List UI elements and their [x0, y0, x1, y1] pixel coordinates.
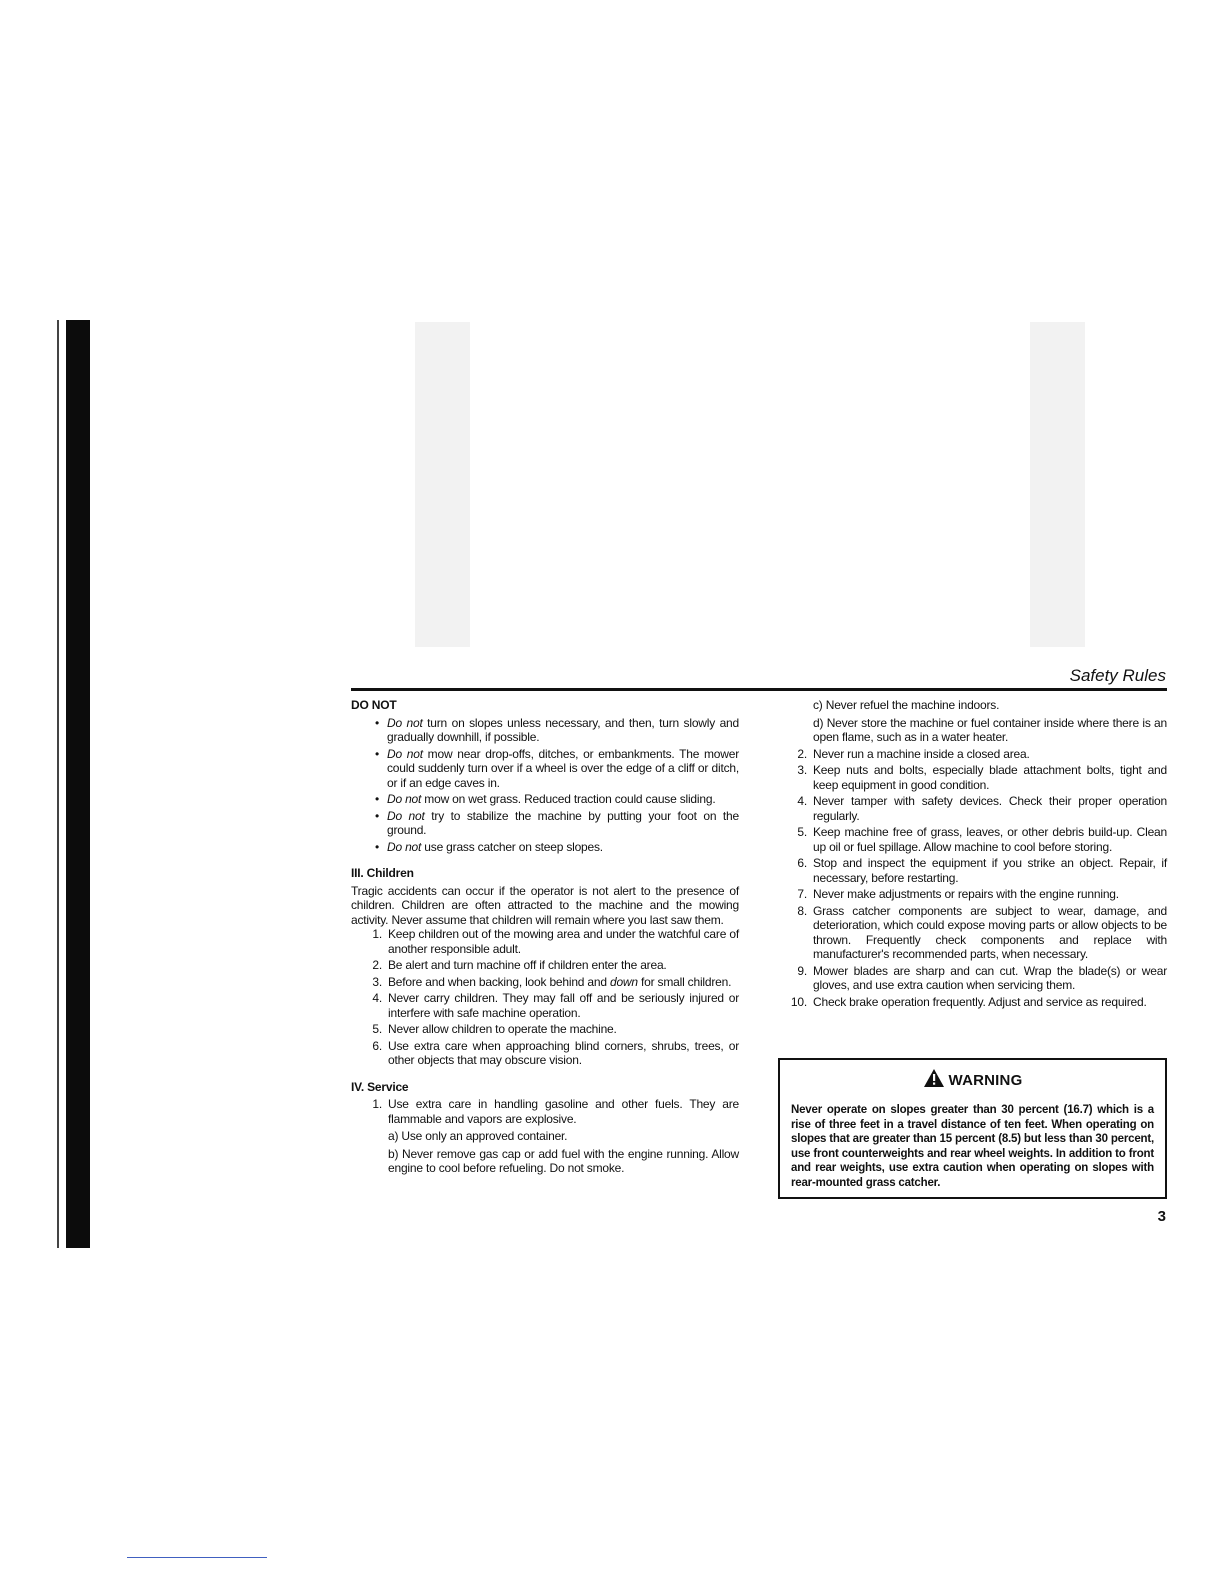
item-text	[388, 975, 739, 990]
do-not-item	[375, 747, 739, 791]
do-not-lead: Do not	[387, 839, 422, 854]
item-text: Never carry children. They may fall off and be seriously injured or interfere with safe machine operation.	[388, 991, 739, 1020]
item-text: Grass catcher components are subject to wear, damage, and deterioration, which could expose moving parts or allow objects to be thrown. Frequently check components and replace with manufacturer's recommended parts, when necessary.	[813, 903, 1167, 961]
service-sub-c: c) Never refuel the machine indoors.	[813, 698, 1000, 712]
item-text: Keep children out of the mowing area and under the watchful care of another responsible adult.	[388, 927, 739, 956]
warning-box	[778, 1058, 1167, 1199]
item-number: 9.	[797, 963, 807, 978]
warning-text: Never operate on slopes greater than 30 percent (16.7) which is a rise of three feet in a travel distance of ten feet. When operating on slopes that are greater than 15 percent (8.5) but less than 30 percent, use front counterweights and rear wheel weights. In addition to front and rear weights, use extra caution when operating on slopes with rear-mounted grass catcher.	[791, 1104, 1154, 1189]
list-item	[351, 1039, 739, 1068]
item-text: Keep machine free of grass, leaves, or other debris build-up. Clean up oil or fuel spillage. Allow machine to cool before storing.	[813, 825, 1167, 854]
warning-header	[791, 1068, 1154, 1093]
item-text-emphasis: down	[609, 974, 638, 989]
list-item	[351, 1022, 739, 1037]
do-not-item	[375, 840, 739, 855]
item-text: Mower blades are sharp and can cut. Wrap the blade(s) or wear gloves, and use extra caution when servicing them.	[813, 963, 1167, 992]
warning-title: WARNING	[948, 1072, 1023, 1089]
list-item	[351, 958, 739, 973]
list-item	[351, 1097, 739, 1126]
service-heading: IV. Service	[351, 1079, 409, 1094]
service-sub-b: b) Never remove gas cap or add fuel with the engine running. Allow engine to cool before refueling. Do not smoke.	[388, 1146, 739, 1175]
item-number: 8.	[797, 903, 807, 918]
item-number: 5.	[797, 825, 807, 839]
right-column	[782, 698, 1167, 1011]
binding-edge-shadow	[66, 320, 90, 1248]
item-number: 7.	[797, 887, 807, 901]
list-item	[782, 856, 1167, 885]
item-text: Stop and inspect the equipment if you strike an object. Repair, if necessary, before restarting.	[813, 856, 1167, 885]
do-not-text: mow on wet grass. Reduced traction could cause sliding.	[424, 792, 716, 806]
do-not-text: mow near drop-offs, ditches, or embankments. The mower could suddenly turn over if a wheel is over the edge of a cliff or ditch, or if an edge caves in.	[387, 746, 740, 790]
list-item	[782, 904, 1167, 962]
item-number: 2.	[372, 958, 382, 972]
binding-edge-line	[57, 320, 59, 1248]
children-intro: Tragic accidents can occur if the operator is not alert to the presence of children. Children are often attracted to the machine and the mowing activity. Never assume that children will remain where you last saw them.	[351, 883, 739, 927]
item-number: 5.	[372, 1022, 382, 1036]
list-item	[782, 964, 1167, 993]
list-item	[782, 763, 1167, 792]
item-text: Check brake operation frequently. Adjust and service as required.	[813, 994, 1147, 1009]
do-not-item	[375, 809, 739, 838]
do-not-item	[375, 716, 739, 745]
item-number: 3.	[797, 763, 807, 777]
item-text: Never make adjustments or repairs with the engine running.	[813, 887, 1119, 901]
do-not-text: try to stabilize the machine by putting your foot on the ground.	[387, 808, 740, 837]
item-text: Never run a machine inside a closed area.	[813, 746, 1030, 761]
list-item	[782, 995, 1167, 1010]
children-heading: III. Children	[351, 866, 414, 880]
service-sub-a: a) Use only an approved container.	[388, 1129, 568, 1143]
item-number: 4.	[372, 991, 382, 1005]
header-rule	[351, 688, 1167, 691]
do-not-lead: Do not	[387, 808, 425, 823]
item-text-part: for small children.	[637, 974, 732, 989]
item-text: Be alert and turn machine off if children enter the area.	[388, 958, 667, 972]
do-not-lead: Do not	[387, 792, 422, 806]
left-column	[351, 698, 739, 1178]
scan-speckle	[415, 322, 470, 647]
service-sub-d: d) Never store the machine or fuel container inside where there is an open flame, such as in a water heater.	[813, 715, 1167, 744]
item-text: Never allow children to operate the machine.	[388, 1022, 617, 1036]
item-number: 1.	[372, 927, 382, 941]
list-item	[782, 825, 1167, 854]
warning-triangle-icon	[923, 1068, 945, 1093]
item-text: Use extra care in handling gasoline and other fuels. They are flammable and vapors are explosive.	[388, 1097, 739, 1126]
item-text: Never tamper with safety devices. Check their proper operation regularly.	[813, 794, 1167, 823]
list-item	[351, 991, 739, 1020]
list-item	[782, 747, 1167, 762]
item-number: 6.	[372, 1038, 382, 1053]
item-text: Keep nuts and bolts, especially blade attachment bolts, tight and keep equipment in good condition.	[813, 763, 1167, 792]
do-not-list	[351, 716, 739, 855]
item-number: 4.	[797, 794, 807, 808]
do-not-text: turn on slopes unless necessary, and then, turn slowly and gradually downhill, if possible.	[387, 715, 740, 744]
page-number: 3	[1157, 1208, 1166, 1225]
scan-underline	[127, 1557, 267, 1558]
item-text: Use extra care when approaching blind corners, shrubs, trees, or other objects that may obscure vision.	[388, 1038, 739, 1067]
do-not-item	[375, 792, 739, 807]
do-not-lead: Do not	[387, 715, 423, 730]
do-not-lead: Do not	[387, 746, 423, 761]
list-item	[782, 794, 1167, 823]
item-number: 3.	[372, 974, 382, 989]
children-list	[351, 927, 739, 1068]
list-item	[351, 975, 739, 990]
item-number: 1.	[372, 1097, 382, 1111]
page-section-title: Safety Rules	[1069, 666, 1166, 685]
item-text-part: Before and when backing, look behind and	[388, 974, 610, 989]
do-not-text: use grass catcher on steep slopes.	[424, 839, 603, 854]
service-list-continued	[782, 747, 1167, 1010]
scan-speckle	[1030, 322, 1085, 647]
list-item	[351, 927, 739, 956]
item-number: 2.	[797, 746, 807, 761]
do-not-heading: DO NOT	[351, 698, 397, 712]
item-number: 6.	[797, 856, 807, 870]
item-number: 10.	[790, 994, 807, 1009]
list-item	[782, 887, 1167, 902]
service-list	[351, 1097, 739, 1126]
